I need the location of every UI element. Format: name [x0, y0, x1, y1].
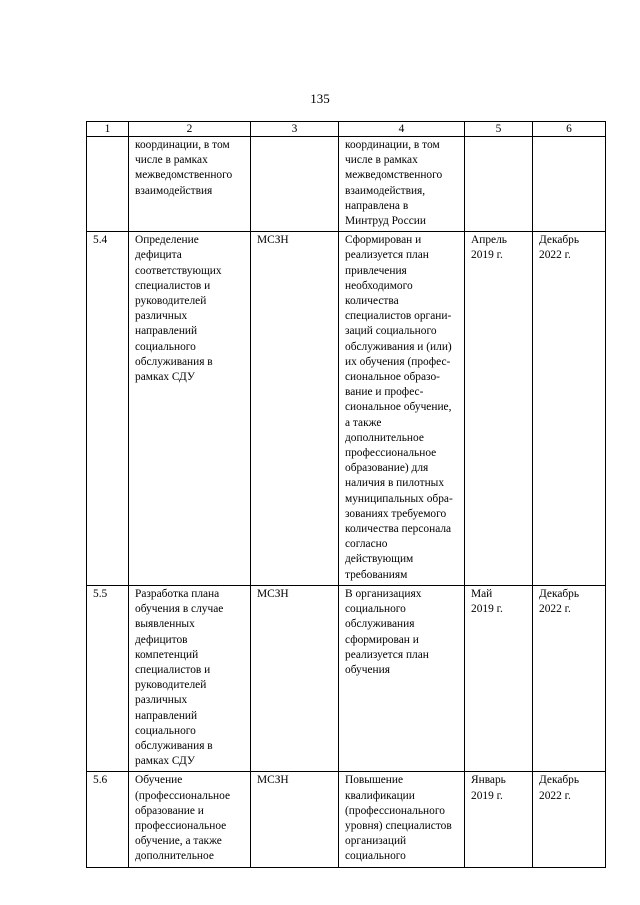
end-date-cell: Декабрь 2022 г.	[533, 772, 606, 867]
item-number: 5.4	[87, 232, 129, 586]
result-cell: координации, в том числе в рамках межведомственного взаимодействия, направлена в Минтруд России	[339, 137, 465, 232]
column-header: 6	[533, 122, 606, 137]
end-date-cell: Декабрь 2022 г.	[533, 232, 606, 586]
column-header: 5	[465, 122, 533, 137]
column-header: 3	[251, 122, 339, 137]
action-cell: Определение дефицита соответствующих специалистов и руководителей различных направлений социального обслуживания в рамках СДУ	[129, 232, 251, 586]
action-cell: координации, в том числе в рамках межведомственного взаимодействия	[129, 137, 251, 232]
start-date-cell: Май 2019 г.	[465, 585, 533, 771]
responsible-cell: МСЗН	[251, 772, 339, 867]
item-number: 5.6	[87, 772, 129, 867]
result-cell: Повышение квалификации (профессионального уровня) специалистов организаций социального	[339, 772, 465, 867]
item-number	[87, 137, 129, 232]
responsible-cell: МСЗН	[251, 232, 339, 586]
header-row	[87, 122, 606, 137]
start-date-cell	[465, 137, 533, 232]
table-row	[87, 137, 606, 232]
result-cell: Сформирован и реализуется план привлечения необходимого количества специалистов органи- заций социального обслуживания и (или) их обучения (профес- сиональное образо- вание и профес- сиональное обучение, а также дополнительное профессиональное образование) для наличия в пилотных муниципальных обра- зованиях требуемого количества персонала согласно действующим требованиям	[339, 232, 465, 586]
column-header: 1	[87, 122, 129, 137]
action-cell: Обучение (профессиональное образование и профессиональное обучение, а также дополнительное	[129, 772, 251, 867]
result-cell: В организациях социального обслуживания сформирован и реализуется план обучения	[339, 585, 465, 771]
start-date-cell: Январь 2019 г.	[465, 772, 533, 867]
plan-table	[86, 121, 606, 868]
start-date-cell: Апрель 2019 г.	[465, 232, 533, 586]
action-cell: Разработка плана обучения в случае выявленных дефицитов компетенций специалистов и руководителей различных направлений социального обслуживания в рамках СДУ	[129, 585, 251, 771]
page-number: 135	[310, 91, 330, 106]
end-date-cell	[533, 137, 606, 232]
item-number: 5.5	[87, 585, 129, 771]
column-header: 2	[129, 122, 251, 137]
column-header: 4	[339, 122, 465, 137]
responsible-cell	[251, 137, 339, 232]
table-row	[87, 585, 606, 771]
table-row	[87, 772, 606, 867]
table-row	[87, 232, 606, 586]
responsible-cell: МСЗН	[251, 585, 339, 771]
end-date-cell: Декабрь 2022 г.	[533, 585, 606, 771]
